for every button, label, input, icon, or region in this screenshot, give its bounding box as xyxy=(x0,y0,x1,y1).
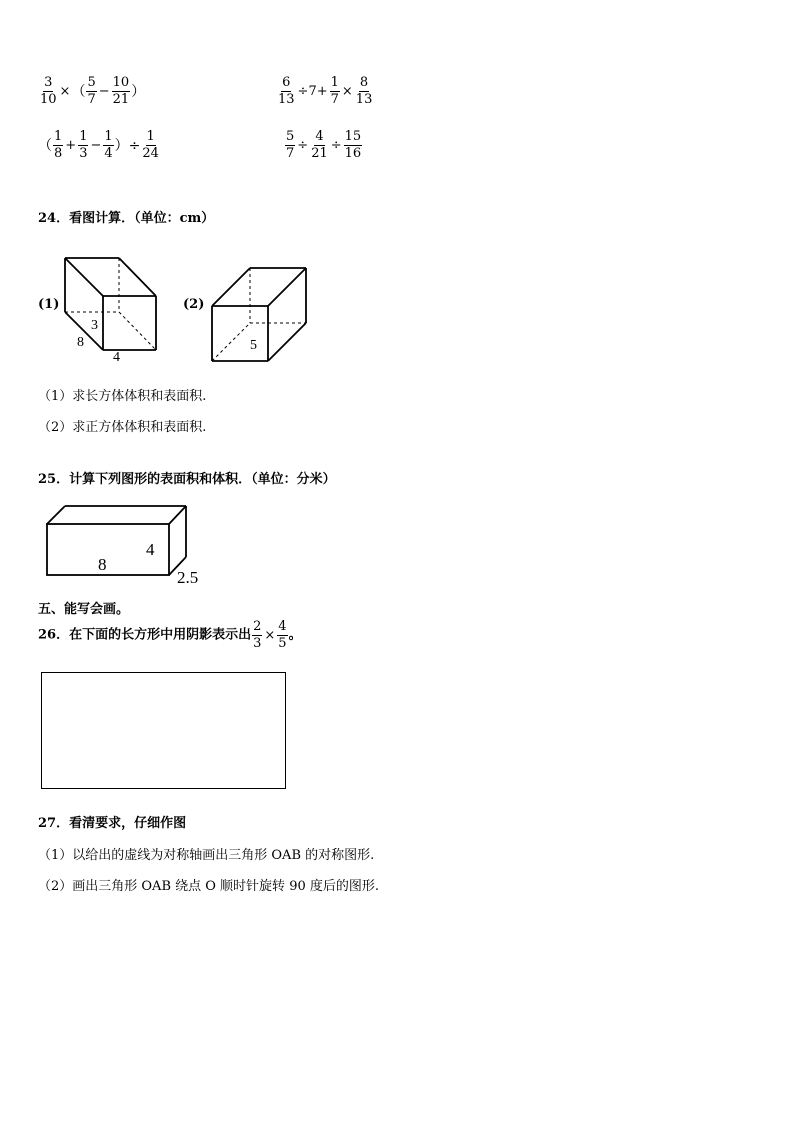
fraction xyxy=(53,130,63,160)
operator: × xyxy=(59,83,71,99)
calc-expression-b xyxy=(276,76,374,106)
edge-label: 5 xyxy=(250,338,257,353)
fraction xyxy=(344,130,363,160)
denominator: 13 xyxy=(355,91,373,107)
figure-1-tag: (1) xyxy=(38,297,60,312)
fraction xyxy=(112,76,131,106)
drawing-rectangle[interactable] xyxy=(41,672,286,789)
numerator: 1 xyxy=(54,129,63,144)
cuboid-figure-25 xyxy=(40,500,210,588)
denominator: 7 xyxy=(330,91,339,107)
calc-expression-d xyxy=(284,130,363,160)
denominator: 10 xyxy=(40,91,57,107)
paren: （ xyxy=(38,138,52,155)
numerator: 1 xyxy=(104,129,113,144)
width-label: 2.5 xyxy=(177,568,199,587)
denominator: 7 xyxy=(286,145,295,161)
operator: × xyxy=(341,83,353,99)
operator: ÷ xyxy=(330,137,342,153)
numerator: 3 xyxy=(44,75,53,90)
fraction xyxy=(86,76,96,106)
denominator: 8 xyxy=(54,145,63,161)
question-24-sub-1: （1）求长方体体积和表面积. xyxy=(38,389,207,404)
denominator: 7 xyxy=(87,91,96,107)
numerator: 5 xyxy=(87,75,96,90)
denominator: 21 xyxy=(112,91,130,107)
denominator: 21 xyxy=(311,145,328,161)
question-24-title: 24．看图计算．（单位：cm） xyxy=(38,211,215,226)
fraction xyxy=(141,130,160,160)
numerator: 5 xyxy=(286,129,295,144)
fraction xyxy=(285,130,295,160)
fraction xyxy=(103,130,113,160)
question-26-prefix: 26．在下面的长方形中用阴影表示出 xyxy=(38,627,252,643)
question-27-sub-1: （1）以给出的虚线为对称轴画出三角形 OAB 的对称图形. xyxy=(38,848,375,863)
denominator: 4 xyxy=(104,145,113,161)
numerator: 4 xyxy=(315,129,324,144)
calc-expression-a xyxy=(38,76,145,106)
calc-expression-c xyxy=(38,130,161,160)
question-26-title xyxy=(38,620,302,650)
numerator: 6 xyxy=(282,75,291,90)
question-24-sub-2: （2）求正方体体积和表面积. xyxy=(38,420,207,435)
operator: + xyxy=(65,137,77,153)
numerator: 10 xyxy=(112,75,130,90)
operator: ÷7+ xyxy=(297,83,328,99)
cube-figure xyxy=(206,262,310,366)
operator: − xyxy=(98,83,110,99)
fraction xyxy=(252,620,262,650)
height-label: 3 xyxy=(91,318,98,333)
fraction xyxy=(277,620,287,650)
numerator: 8 xyxy=(359,75,369,90)
length-label: 8 xyxy=(98,555,107,574)
fraction xyxy=(39,76,58,106)
operator: × xyxy=(264,627,276,643)
fraction xyxy=(355,76,374,106)
denominator: 16 xyxy=(344,145,362,161)
section-5-title: 五、能写会画。 xyxy=(38,602,130,617)
width-label: 8 xyxy=(77,335,84,350)
denominator: 5 xyxy=(278,635,287,651)
denominator: 3 xyxy=(253,635,262,651)
fraction xyxy=(78,130,88,160)
numerator: 2 xyxy=(253,619,262,634)
paren: （ xyxy=(71,84,86,101)
fraction xyxy=(310,130,329,160)
height-label: 4 xyxy=(146,540,155,559)
denominator: 24 xyxy=(142,145,159,161)
operator: − xyxy=(90,137,102,153)
question-27-title: 27．看清要求，仔细作图 xyxy=(38,816,187,831)
numerator: 15 xyxy=(344,129,362,144)
length-label: 4 xyxy=(113,350,120,364)
denominator: 3 xyxy=(79,145,88,161)
figure-2-tag: (2) xyxy=(183,297,205,312)
numerator: 4 xyxy=(278,619,287,634)
fraction xyxy=(330,76,340,106)
question-27-sub-2: （2）画出三角形 OAB 绕点 O 顺时针旋转 90 度后的图形. xyxy=(38,879,379,894)
numerator: 1 xyxy=(330,75,339,90)
paren: ）÷ xyxy=(114,138,141,155)
question-26-suffix: 。 xyxy=(288,627,302,643)
cuboid-figure xyxy=(60,252,164,364)
numerator: 1 xyxy=(79,129,88,144)
fraction xyxy=(277,76,296,106)
paren: ） xyxy=(131,84,146,101)
operator: ÷ xyxy=(297,137,309,153)
numerator: 1 xyxy=(146,129,155,144)
question-25-title: 25．计算下列图形的表面积和体积．（单位：分米） xyxy=(38,472,336,487)
denominator: 13 xyxy=(278,91,295,107)
